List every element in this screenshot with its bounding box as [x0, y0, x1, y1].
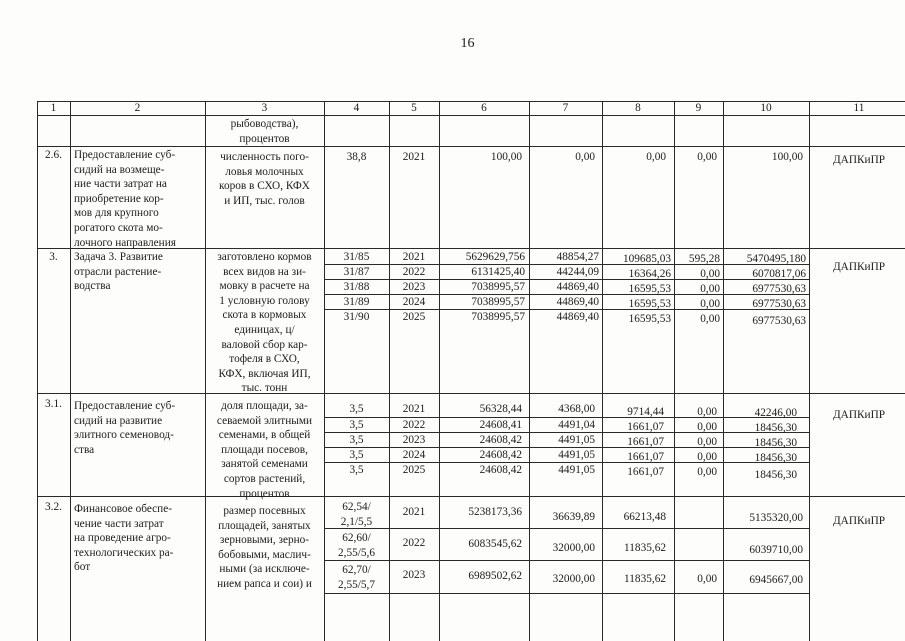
year: 2021 [402, 506, 426, 518]
col9-value: 0,00 [697, 151, 717, 163]
indicator-text: заготовлено кормов всех видов на зи- мовку в расчете на 1 условную голову скота в кормовых единицах, ц/ валовой сбор кар- тофеля в СХО, КФХ, включая ИП, тыс. тонн [217, 251, 312, 395]
col7-value: 4491,05 [558, 449, 595, 461]
col6-value: 7038995,57 [471, 311, 525, 323]
year: 2022 [402, 419, 426, 431]
col10-value: 100,00 [771, 151, 803, 163]
col6-value: 24608,42 [479, 434, 522, 446]
col7-value: 44869,40 [556, 296, 599, 308]
col9-value: 0,00 [697, 436, 717, 448]
col7-value: 44869,40 [556, 311, 599, 323]
executor: ДАПКиПР [832, 515, 886, 527]
col9-value: 0,00 [700, 268, 720, 280]
target-value: 38,8 [346, 151, 367, 163]
col8-value: 1661,07 [627, 451, 664, 463]
col8-value: 9714,44 [627, 406, 664, 418]
page-number: 16 [460, 36, 475, 51]
col-header-8: 8 [635, 102, 641, 114]
target-value: 31/87 [343, 266, 370, 278]
year: 2023 [402, 434, 426, 446]
col-header-2: 2 [134, 102, 141, 114]
col7-value: 4491,05 [558, 434, 595, 446]
col7-value: 0,00 [575, 151, 595, 163]
col6-value: 6083545,62 [468, 538, 522, 550]
col10-value: 18456,30 [754, 422, 797, 434]
col9-value: 0,00 [697, 573, 717, 585]
executor: ДАПКиПР [832, 154, 886, 166]
target-value: 62,54/ 2,1/5,5 [340, 501, 373, 528]
target-value: 62,70/ 2,55/5,7 [337, 564, 376, 591]
executor: ДАПКиПР [832, 409, 886, 421]
target-value: 3,5 [349, 434, 364, 446]
col9-value: 0,00 [697, 421, 717, 433]
col7-value: 4368,00 [558, 403, 595, 415]
col8-value: 1661,07 [627, 466, 664, 478]
col-header-5: 5 [411, 102, 417, 114]
year: 2021 [402, 403, 426, 415]
col9-value: 0,00 [697, 466, 717, 478]
col7-value: 48854,27 [556, 251, 599, 263]
executor: ДАПКиПР [832, 261, 886, 273]
col-header-9: 9 [695, 102, 702, 114]
col9-value: 0,00 [697, 406, 717, 418]
col10-value: 6945667,00 [749, 574, 803, 586]
col10-value: 18456,30 [754, 437, 797, 449]
col6-value: 24608,41 [479, 419, 522, 431]
col7-value: 44869,40 [556, 281, 599, 293]
row-number: 3.1. [45, 398, 62, 410]
col-header-7: 7 [562, 102, 569, 114]
indicator-text: размер посевных площадей, занятых зерновыми, зерно- бобовыми, маслич- ными (за исключе- нием рапса и сои) и [217, 505, 312, 590]
budget-table [37, 101, 905, 641]
col-header-11: 11 [853, 102, 865, 114]
col7-value: 32000,00 [552, 573, 595, 585]
continued-indicator: рыбоводства), процентов [230, 118, 299, 145]
col10-value: 42246,00 [754, 407, 797, 419]
col6-value: 5629629,756 [465, 251, 525, 263]
target-value: 3,5 [349, 464, 364, 476]
col10-value: 5470495,180 [746, 253, 806, 265]
col10-value: 6977530,63 [752, 315, 806, 327]
col10-value: 18456,30 [754, 469, 797, 481]
col8-value: 11835,62 [624, 542, 666, 554]
target-value: 31/90 [343, 311, 370, 323]
col8-value: 1661,07 [627, 436, 664, 448]
target-value: 62,60/ 2,55/5,6 [337, 532, 376, 559]
col6-value: 24608,42 [479, 464, 522, 476]
indicator-text: численность пого- ловья молочных коров в СХО, КФХ и ИП, тыс. голов [219, 151, 310, 207]
year: 2023 [402, 281, 426, 293]
year: 2023 [402, 569, 426, 581]
measure-name: Предоставление суб- сидий на развитие элитного семеновод- ства [74, 400, 176, 456]
col7-value: 44244,09 [556, 266, 599, 278]
col6-value: 6131425,40 [471, 266, 525, 278]
col10-value: 18456,30 [754, 452, 797, 464]
col9-value: 0,00 [700, 298, 720, 310]
col8-value: 16364,26 [628, 268, 671, 280]
col6-value: 24608,42 [479, 449, 522, 461]
col8-value: 1661,07 [627, 421, 664, 433]
target-value: 31/85 [343, 251, 370, 263]
year: 2022 [402, 266, 426, 278]
target-value: 3,5 [349, 449, 364, 461]
target-value: 31/88 [343, 281, 370, 293]
measure-name: Предоставление суб- сидий на возмеще- ние части затрат на приобретение кор- мов для крупного рогатого скота мо- лочного направления [74, 149, 176, 249]
year: 2025 [402, 464, 426, 476]
col6-value: 5238173,36 [468, 506, 522, 518]
indicator-text: доля площади, за- севаемой элитными семенами, в общей площади посевов, занятой семенами сортов растений, процентов [216, 400, 313, 500]
target-value: 31/89 [343, 296, 370, 308]
year: 2022 [402, 537, 426, 549]
col7-value: 4491,04 [558, 419, 595, 431]
year: 2021 [402, 251, 426, 263]
year: 2024 [402, 296, 426, 308]
measure-name: Финансовое обеспе- чение части затрат на проведение агро- технологических ра- бот [74, 503, 174, 574]
col9-value: 0,00 [697, 451, 717, 463]
col10-value: 6039710,00 [749, 544, 803, 556]
year: 2024 [402, 449, 426, 461]
col10-value: 6977530,63 [752, 298, 806, 310]
col7-value: 4491,05 [558, 464, 595, 476]
year: 2021 [402, 151, 426, 163]
target-value: 3,5 [349, 403, 364, 415]
col9-value: 0,00 [700, 313, 720, 325]
col8-value: 0,00 [646, 151, 666, 163]
col9-value: 0,00 [700, 283, 720, 295]
col6-value: 6989502,62 [468, 570, 522, 582]
col8-value: 16595,53 [628, 313, 671, 325]
row-number: 3. [49, 251, 58, 263]
col-header-1: 1 [50, 102, 57, 114]
col8-value: 66213,48 [623, 511, 666, 523]
col8-value: 109685,03 [622, 253, 671, 265]
col6-value: 7038995,57 [471, 296, 525, 308]
col10-value: 6977530,63 [752, 283, 806, 295]
col6-value: 7038995,57 [471, 281, 525, 293]
col-header-10: 10 [760, 102, 772, 114]
col8-value: 11835,62 [624, 573, 666, 585]
year: 2025 [402, 311, 426, 323]
col10-value: 5135320,00 [749, 512, 803, 524]
col8-value: 16595,53 [628, 283, 671, 295]
row-number: 3.2. [45, 501, 62, 513]
col-header-6: 6 [481, 102, 487, 114]
col7-value: 32000,00 [552, 542, 595, 554]
col7-value: 36639,89 [552, 511, 595, 523]
col9-value: 595,28 [688, 253, 720, 265]
col-header-3: 3 [261, 102, 268, 114]
col6-value: 56328,44 [479, 403, 522, 415]
col10-value: 6070817,06 [752, 268, 806, 280]
measure-name: Задача 3. Развитие отрасли растение- водства [74, 251, 163, 293]
row-number: 2.6. [45, 149, 62, 161]
col8-value: 16595,53 [628, 298, 671, 310]
col-header-4: 4 [353, 102, 360, 114]
col6-value: 100,00 [490, 151, 522, 163]
target-value: 3,5 [349, 419, 364, 431]
